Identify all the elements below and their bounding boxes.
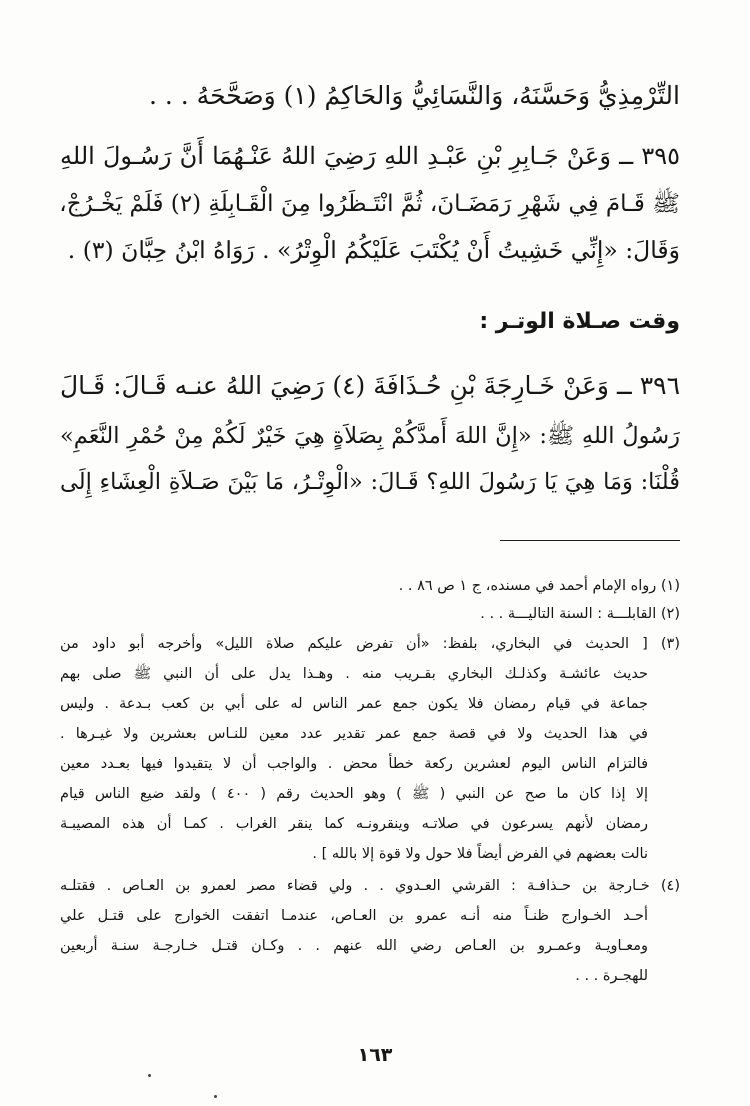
footnote-3-line-5: فالتزام الناس اليوم لعشرين ركعة خطأ محض . والواجب أن لا يتقيدوا فيها بعـدد معين xyxy=(60,756,648,772)
hadith-395-line-1: ٣٩٥ ــ وَعَنْ جَـابِرِ بْنِ عَبْـدِ اللهِ رَضِيَ اللهُ عَنْـهُمَا أَنَّ رَسُـولَ اللهِ xyxy=(60,142,680,170)
scan-speck xyxy=(214,1095,217,1098)
page-number: ١٦٣ xyxy=(357,1044,393,1066)
footnote-3-line-6: إلا إذا كان ما صح عن النبي ( ﷺ ) وهو الحديث رقم ( ٤٠٠ ) ولقد ضيع الناس قيام xyxy=(60,786,648,802)
hadith-396-line-3: قُلْنَا: وَمَا هِيَ يَا رَسُولَ اللهِ؟ قَـالَ: «الْوِتْـرُ، مَا بَيْنَ صَـلاَةِ الْعِشَاءِ إِلَى xyxy=(60,469,680,495)
hadith-395-line-3: وَقَالَ: «إِنِّي خَشِيتُ أَنْ يُكْتَبَ عَلَيْكُمُ الْوِتْرُ» . رَوَاهُ ابْنُ حِبَّانَ (٣) . xyxy=(67,236,680,264)
footnote-3-line-8: نالت بعضهم في الفرض أيضاً فلا حول ولا قوة إلا بالله ] . xyxy=(312,846,648,862)
footnote-3-line-3: جماعة في قيام رمضان فلا يكون جمع عمر الناس له على أبي بن كعب بـدعة . وليس xyxy=(60,696,648,712)
scan-speck xyxy=(148,1074,151,1077)
footnote-3-line-2: حديث عائشـة وكذلـك البخاري بقـريب منه . وهـذا يدل على أن النبي ﷺ صلى بهم xyxy=(60,666,648,682)
hadith-396-line-2: رَسُولُ اللهِ ﷺ: «إِنَّ اللهَ أَمدَّكُمْ بِصَلاَةٍ هِيَ خَيْرٌ لَكُمْ مِنْ حُمْرِ النَّعَمِ» xyxy=(60,423,680,449)
footnote-3-line-4: في هذا الحديث ولا في قصة جمع عمر تقدير عدد معين للنـاس بعشرين ولا غيـرها . xyxy=(60,726,648,742)
footnote-4-line-3: ومعـاويـة وعمـرو بن العـاص رضي الله عنهم . . وكـان قتـل خـارجـة سنـة أربعين xyxy=(60,938,648,954)
footnote-separator xyxy=(500,540,680,541)
footnote-4-line-1: (٤) خـارجة بن حـذافـة : القرشي العـدوي . . ولي قضاء مصر لعمرو بن العـاص . فقتلـه xyxy=(60,878,680,894)
section-heading: وقت صـلاة الوتـر : xyxy=(479,309,680,334)
footnote-1: (١) رواه الإمام أحمد في مسنده، ج ١ ص ٨٦ . . xyxy=(398,578,680,594)
footnote-3-line-7: رمضان لأنهم يسرعون في صلاتـه وينقرونـه كما ينقر الغراب . كمـا أن هذه المصيبـة xyxy=(60,816,648,832)
footnote-3-line-1: (٣) [ الحديث في البخاري، بلفظ: «أن تفرض عليكم صلاة الليل» وأخرجه أبو داود من xyxy=(60,636,680,652)
footnote-2: (٢) القابلـــة : السنة التاليـــة . . . xyxy=(480,606,680,622)
hadith-396-line-1: ٣٩٦ ــ وَعَنْ خَـارِجَةَ بْنِ حُـذَافَةَ (٤) رَضِيَ اللهُ عنـه قَـالَ: قَـالَ xyxy=(60,371,681,400)
footnote-4-line-2: أحـد الخـوارج ظنـاً منه أنـه عمرو بن العـاص، عندمـا اتفقت الخوارج على قتـل علي xyxy=(60,908,648,924)
hadith-395-line-2: ﷺ قَـامَ فِي شَهْرِ رَمَضَـانَ، ثُمَّ انْتَـظَرُوا مِنَ الْقَـابِلَةِ (٢) فَلَمْ يَخْـرُجْ، xyxy=(59,191,680,217)
main-text-line-1: التِّرْمِذِيُّ وَحَسَّنَهُ، وَالنَّسَائِيُّ وَالحَاكِمُ (١) وَصَحَّحَهُ . . . xyxy=(148,81,680,110)
footnote-4-line-4: للهجـرة . . . xyxy=(575,968,648,984)
